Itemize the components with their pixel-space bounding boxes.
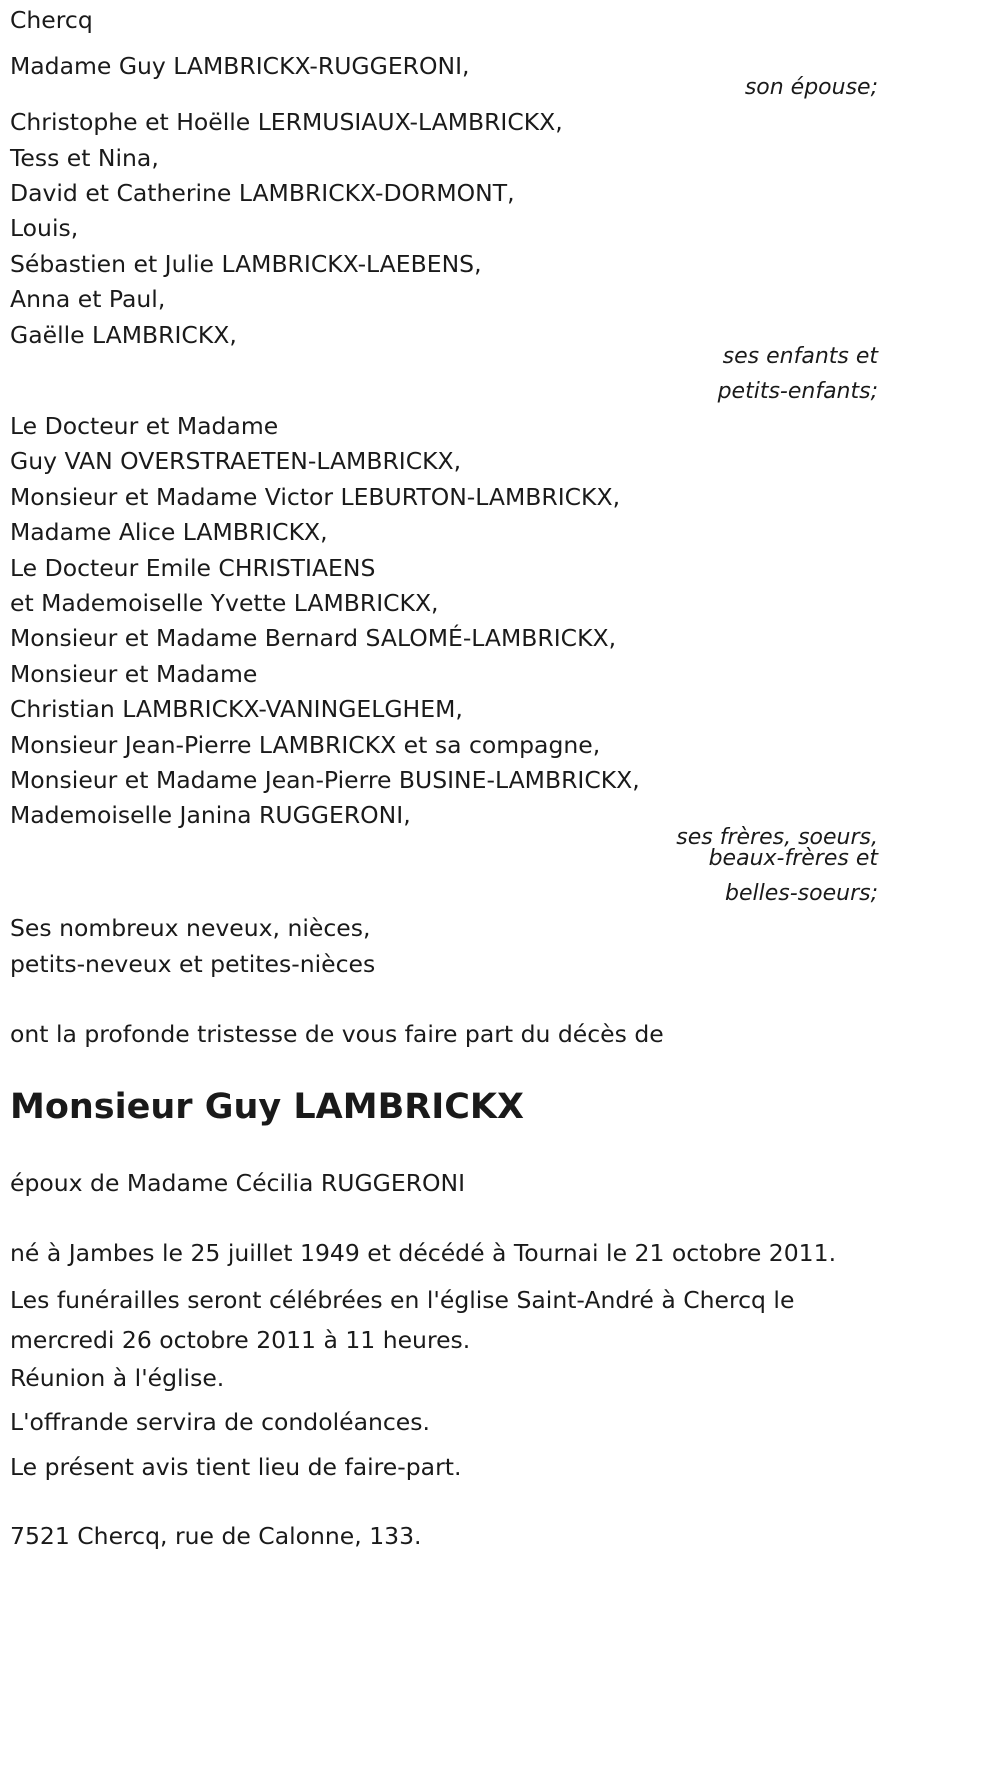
address-text: 7521 Chercq, rue de Calonne, 133.: [10, 1522, 422, 1550]
nephews-line: petits-neveux et petites-nièces: [10, 950, 376, 978]
children-line: Tess et Nina,: [10, 144, 159, 172]
children-line: Anna et Paul,: [10, 285, 166, 313]
siblings-role: belles-soeurs;: [725, 881, 878, 906]
deceased-spouse: époux de Madame Cécilia RUGGERONI: [10, 1169, 466, 1197]
siblings-line: Le Docteur Emile CHRISTIAENS: [10, 554, 376, 582]
children-line: Christophe et Hoëlle LERMUSIAUX-LAMBRICKX,: [10, 108, 563, 136]
children-line: Sébastien et Julie LAMBRICKX-LAEBENS,: [10, 250, 482, 278]
siblings-line: Monsieur Jean-Pierre LAMBRICKX et sa compagne,: [10, 731, 601, 759]
children-line: David et Catherine LAMBRICKX-DORMONT,: [10, 179, 515, 207]
siblings-line: Christian LAMBRICKX-VANINGELGHEM,: [10, 695, 463, 723]
deceased-name: Monsieur Guy LAMBRICKX: [10, 1087, 525, 1127]
place-header: Chercq: [10, 6, 93, 34]
children-line: Gaëlle LAMBRICKX,: [10, 321, 237, 349]
birth-death-text: né à Jambes le 25 juillet 1949 et décédé à Tournai le 21 octobre 2011.: [10, 1239, 837, 1267]
notice-text: Le présent avis tient lieu de faire-part.: [10, 1453, 462, 1481]
siblings-line: et Mademoiselle Yvette LAMBRICKX,: [10, 589, 439, 617]
siblings-line: Monsieur et Madame Bernard SALOMÉ-LAMBRICKX,: [10, 624, 617, 652]
meeting-text: Réunion à l'église.: [10, 1364, 225, 1392]
siblings-line: Monsieur et Madame Victor LEBURTON-LAMBRICKX,: [10, 483, 621, 511]
children-role: petits-enfants;: [717, 379, 878, 404]
children-role: ses enfants et: [722, 344, 878, 369]
offering-text: L'offrande servira de condoléances.: [10, 1408, 430, 1436]
siblings-line: Le Docteur et Madame: [10, 412, 279, 440]
siblings-role: beaux-frères et: [708, 846, 878, 871]
spouse-role: son épouse;: [744, 75, 878, 100]
siblings-role: ses frères, soeurs,: [676, 825, 878, 850]
siblings-line: Mademoiselle Janina RUGGERONI,: [10, 801, 411, 829]
siblings-line: Monsieur et Madame: [10, 660, 258, 688]
siblings-line: Guy VAN OVERSTRAETEN-LAMBRICKX,: [10, 447, 462, 475]
siblings-line: Monsieur et Madame Jean-Pierre BUSINE-LAMBRICKX,: [10, 766, 640, 794]
nephews-line: Ses nombreux neveux, nièces,: [10, 914, 371, 942]
announcement-text: ont la profonde tristesse de vous faire part du décès de: [10, 1020, 664, 1048]
children-line: Louis,: [10, 214, 79, 242]
spouse-name: Madame Guy LAMBRICKX-RUGGERONI,: [10, 52, 470, 80]
siblings-line: Madame Alice LAMBRICKX,: [10, 518, 328, 546]
funeral-text: Les funérailles seront célébrées en l'église Saint-André à Chercq le mercredi 26 octobre 2011 à 11 heures.: [10, 1286, 795, 1354]
